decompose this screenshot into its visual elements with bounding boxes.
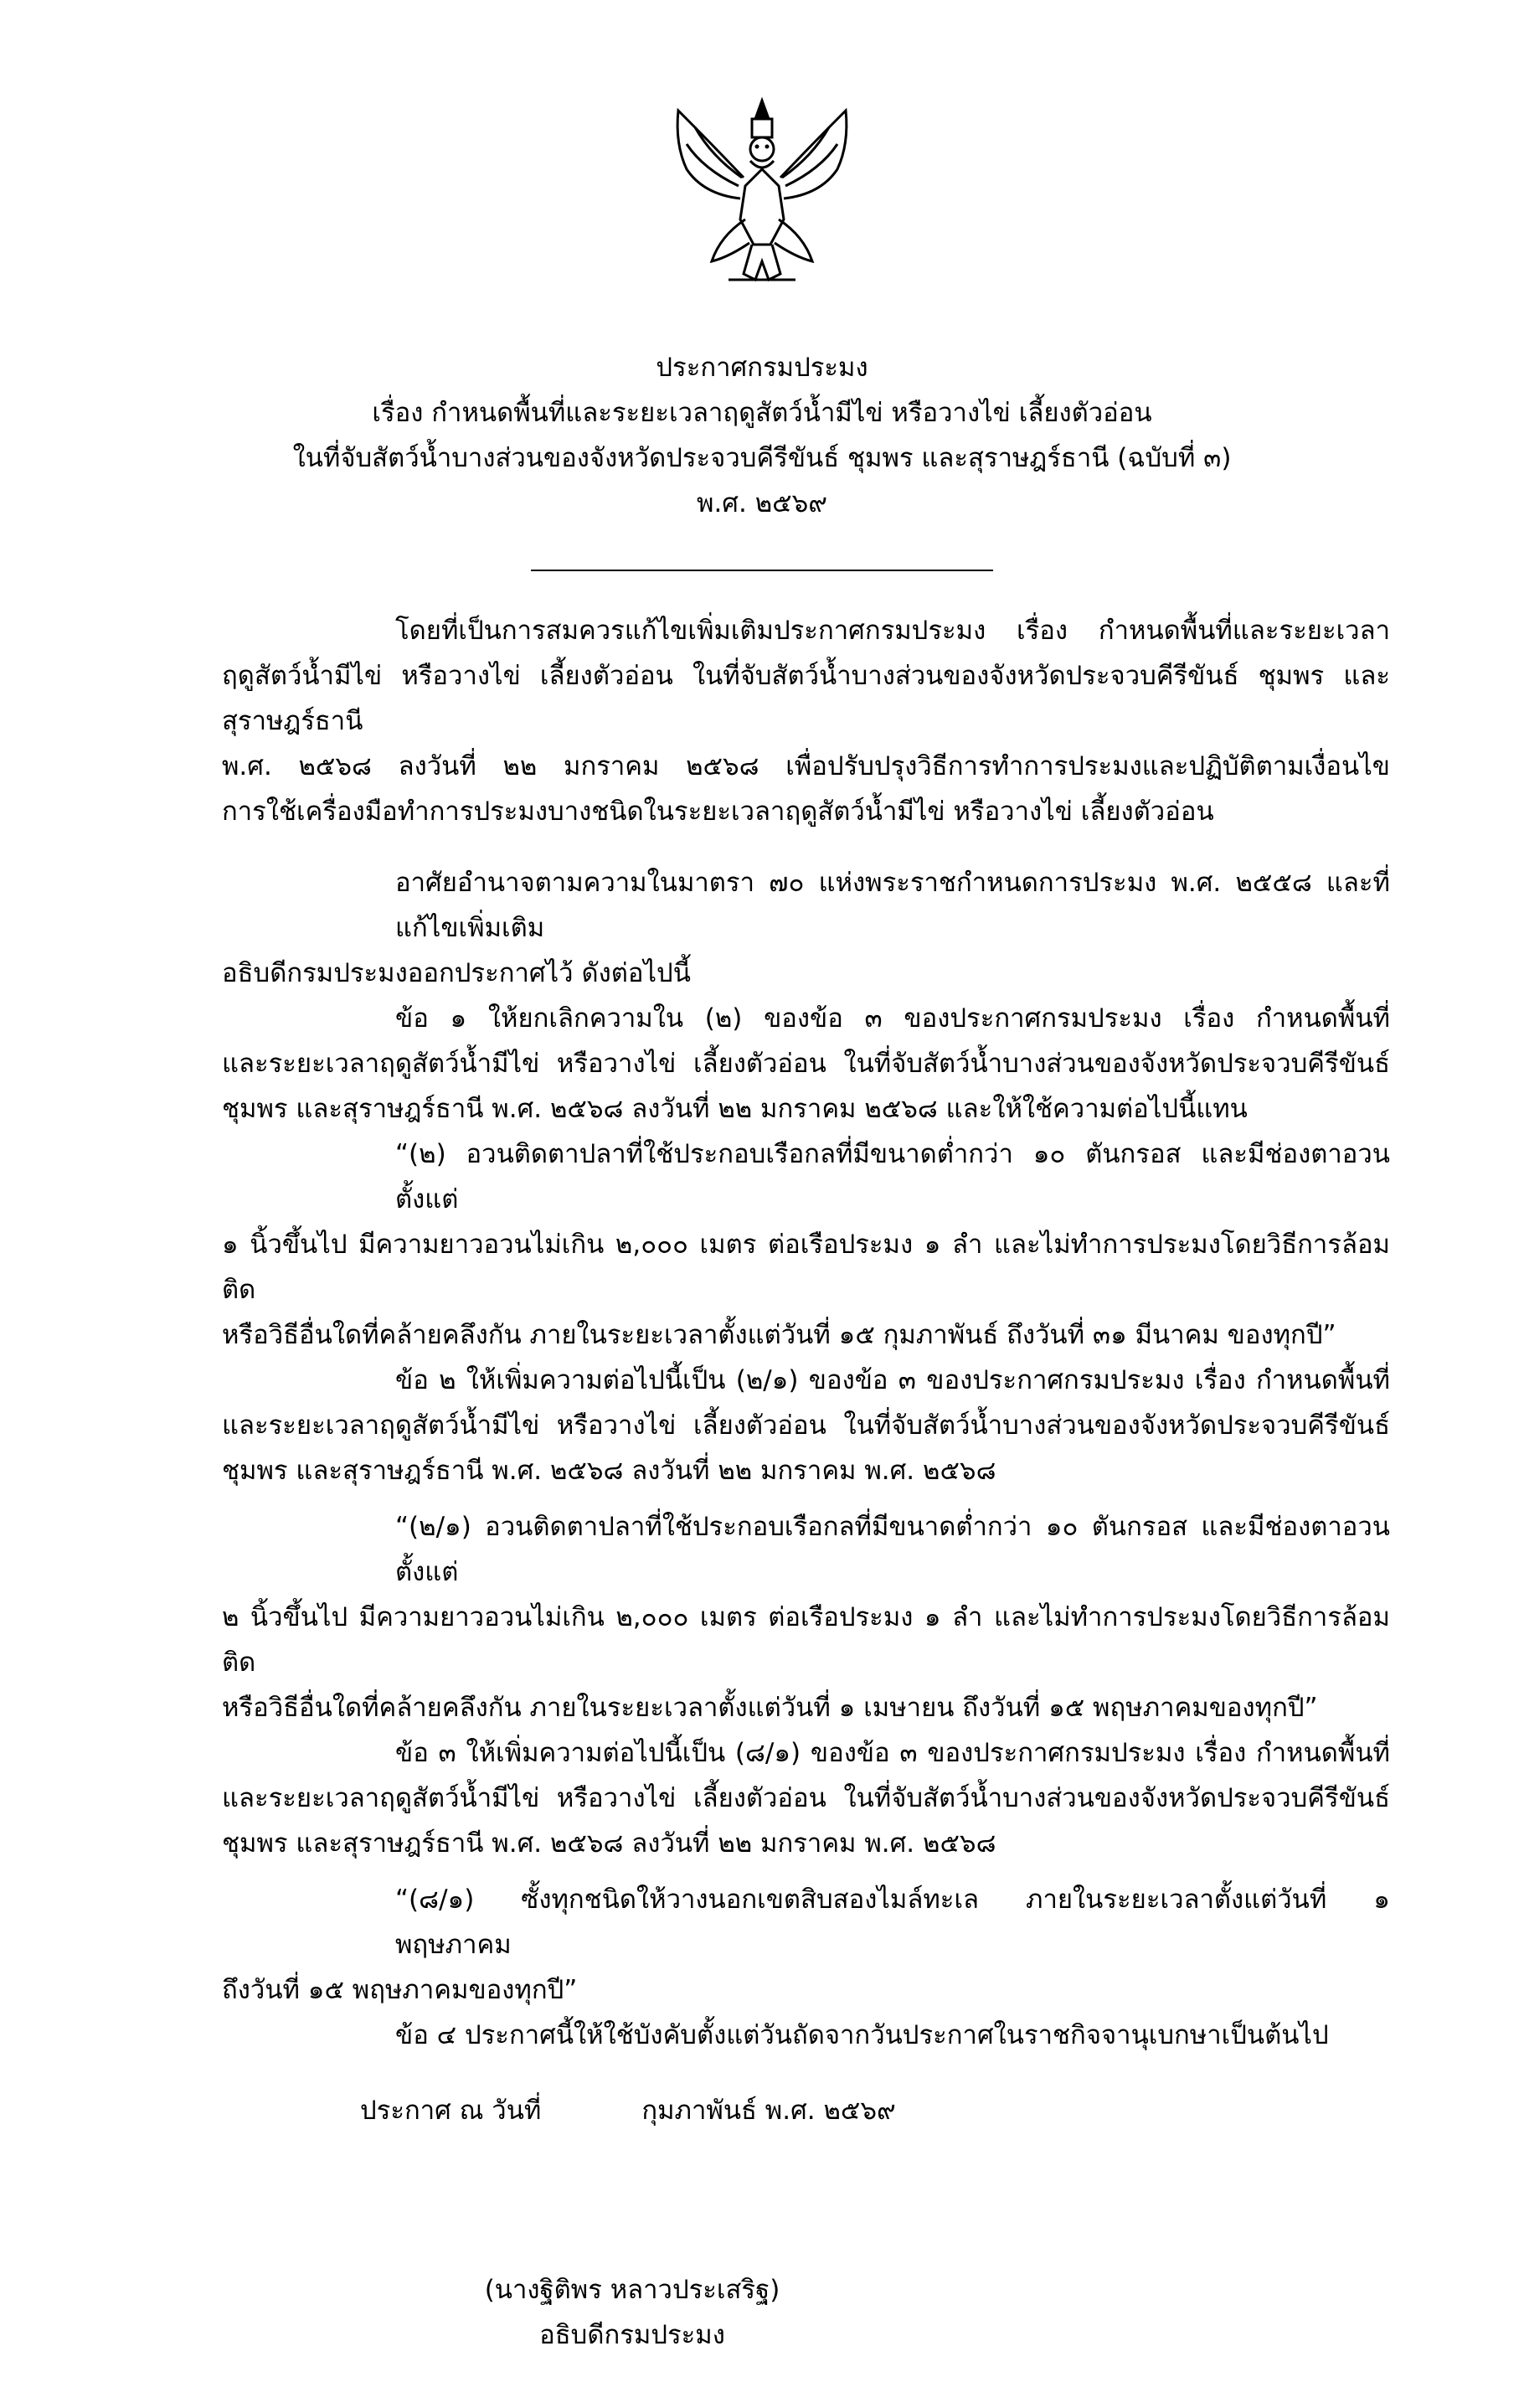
quote-1-line: ๑ นิ้วขึ้นไป มีความยาวอวนไม่เกิน ๒,๐๐๐ เมตร ต่อเรือประมง ๑ ลำ และไม่ทำการประมงโดยวิธีการล้อมติด xyxy=(222,1230,1390,1305)
garuda-emblem-icon xyxy=(662,94,862,288)
signer-title: อธิบดีกรมประมง xyxy=(539,2320,725,2350)
announced-date: กุมภาพันธ์ พ.ศ. ๒๕๖๙ xyxy=(641,2096,896,2126)
clause-1-line: ชุมพร และสุราษฎร์ธานี พ.ศ. ๒๕๖๘ ลงวันที่ ๒๒ มกราคม ๒๕๖๘ และให้ใช้ความต่อไปนี้แทน xyxy=(222,1094,1248,1124)
quote-3-line: “(๘/๑) ซั้งทุกชนิดให้วางนอกเขตสิบสองไมล์ทะเล ภายในระยะเวลาตั้งแต่วันที่ ๑ พฤษภาคม xyxy=(395,1885,1390,1960)
clause-1-line: และระยะเวลาฤดูสัตว์น้ำมีไข่ หรือวางไข่ เลี้ยงตัวอ่อน ในที่จับสัตว์น้ำบางส่วนของจังหวัดประจวบคีรีขันธ์ xyxy=(222,1049,1390,1079)
clause-2-line: และระยะเวลาฤดูสัตว์น้ำมีไข่ หรือวางไข่ เลี้ยงตัวอ่อน ในที่จับสัตว์น้ำบางส่วนของจังหวัดประจวบคีรีขันธ์ xyxy=(222,1410,1390,1441)
announcement-date-row xyxy=(360,2088,1524,2133)
agency-title: ประกาศกรมประมง xyxy=(656,353,868,383)
clause-3-line: ชุมพร และสุราษฎร์ธานี พ.ศ. ๒๕๖๘ ลงวันที่ ๒๒ มกราคม พ.ศ. ๒๕๖๘ xyxy=(222,1828,996,1859)
preamble-line: ฤดูสัตว์น้ำมีไข่ หรือวางไข่ เลี้ยงตัวอ่อน ในที่จับสัตว์น้ำบางส่วนของจังหวัดประจวบคีรีขันธ์ ชุมพร และสุราษฎร์ธานี xyxy=(222,661,1390,736)
divider-rule xyxy=(531,570,993,571)
document-body xyxy=(222,608,1390,2058)
quote-1-line: หรือวิธีอื่นใดที่คล้ายคลึงกัน ภายในระยะเวลาตั้งแต่วันที่ ๑๕ กุมภาพันธ์ ถึงวันที่ ๓๑ มีนาคม ของทุกปี” xyxy=(222,1320,1336,1350)
signature-block xyxy=(297,2267,967,2358)
clause-3-line: และระยะเวลาฤดูสัตว์น้ำมีไข่ หรือวางไข่ เลี้ยงตัวอ่อน ในที่จับสัตว์น้ำบางส่วนของจังหวัดประจวบคีรีขันธ์ xyxy=(222,1783,1390,1813)
quote-1-line: “(๒) อวนติดตาปลาที่ใช้ประกอบเรือกลที่มีขนาดต่ำกว่า ๑๐ ตันกรอส และมีช่องตาอวนตั้งแต่ xyxy=(395,1139,1390,1214)
clause-2-line: ข้อ ๒ ให้เพิ่มความต่อไปนี้เป็น (๒/๑) ของข้อ ๓ ของประกาศกรมประมง เรื่อง กำหนดพื้นที่ xyxy=(395,1365,1390,1395)
clause-1-line: ข้อ ๑ ให้ยกเลิกความใน (๒) ของข้อ ๓ ของประกาศกรมประมง เรื่อง กำหนดพื้นที่ xyxy=(395,1003,1390,1034)
quote-2-line: หรือวิธีอื่นใดที่คล้ายคลึงกัน ภายในระยะเวลาตั้งแต่วันที่ ๑ เมษายน ถึงวันที่ ๑๕ พฤษภาคมของทุกปี” xyxy=(222,1693,1318,1723)
quote-2-line: ๒ นิ้วขึ้นไป มีความยาวอวนไม่เกิน ๒,๐๐๐ เมตร ต่อเรือประมง ๑ ลำ และไม่ทำการประมงโดยวิธีการล้อมติด xyxy=(222,1602,1390,1678)
signer-name: (นางฐิติพร หลาวประเสริฐ) xyxy=(484,2275,780,2305)
quote-3-line: ถึงวันที่ ๑๕ พฤษภาคมของทุกปี” xyxy=(222,1975,578,2005)
quote-2-line: “(๒/๑) อวนติดตาปลาที่ใช้ประกอบเรือกลที่มีขนาดต่ำกว่า ๑๐ ตันกรอส และมีช่องตาอวนตั้งแต่ xyxy=(395,1512,1390,1587)
preamble-line: พ.ศ. ๒๕๖๘ ลงวันที่ ๒๒ มกราคม ๒๕๖๘ เพื่อปรับปรุงวิธีการทำการประมงและปฏิบัติตามเงื่อนไข xyxy=(222,751,1390,781)
preamble-line: การใช้เครื่องมือทำการประมงบางชนิดในระยะเวลาฤดูสัตว์น้ำมีไข่ หรือวางไข่ เลี้ยงตัวอ่อน xyxy=(222,797,1214,827)
authority-line: อธิบดีกรมประมงออกประกาศไว้ ดังต่อไปนี้ xyxy=(222,958,691,988)
subject-line-2: ในที่จับสัตว์น้ำบางส่วนของจังหวัดประจวบคีรีขันธ์ ชุมพร และสุราษฎร์ธานี (ฉบับที่ ๓) xyxy=(292,443,1232,473)
authority-line: อาศัยอำนาจตามความในมาตรา ๗๐ แห่งพระราชกำหนดการประมง พ.ศ. ๒๕๕๘ และที่แก้ไขเพิ่มเติม xyxy=(395,868,1390,943)
clause-4-line: ข้อ ๔ ประกาศนี้ให้ใช้บังคับตั้งแต่วันถัดจากวันประกาศในราชกิจจานุเบกษาเป็นต้นไป xyxy=(395,2020,1329,2050)
document-header xyxy=(0,345,1524,526)
announced-label: ประกาศ ณ วันที่ xyxy=(360,2096,542,2126)
clause-3-line: ข้อ ๓ ให้เพิ่มความต่อไปนี้เป็น (๘/๑) ของข้อ ๓ ของประกาศกรมประมง เรื่อง กำหนดพื้นที่ xyxy=(395,1738,1390,1768)
preamble-line: โดยที่เป็นการสมควรแก้ไขเพิ่มเติมประกาศกรมประมง เรื่อง กำหนดพื้นที่และระยะเวลา xyxy=(395,616,1390,646)
announcement-year: พ.ศ. ๒๕๖๙ xyxy=(697,488,827,518)
subject-line-1: เรื่อง กำหนดพื้นที่และระยะเวลาฤดูสัตว์น้ำมีไข่ หรือวางไข่ เลี้ยงตัวอ่อน xyxy=(372,398,1152,428)
clause-2-line: ชุมพร และสุราษฎร์ธานี พ.ศ. ๒๕๖๘ ลงวันที่ ๒๒ มกราคม พ.ศ. ๒๕๖๘ xyxy=(222,1456,996,1486)
